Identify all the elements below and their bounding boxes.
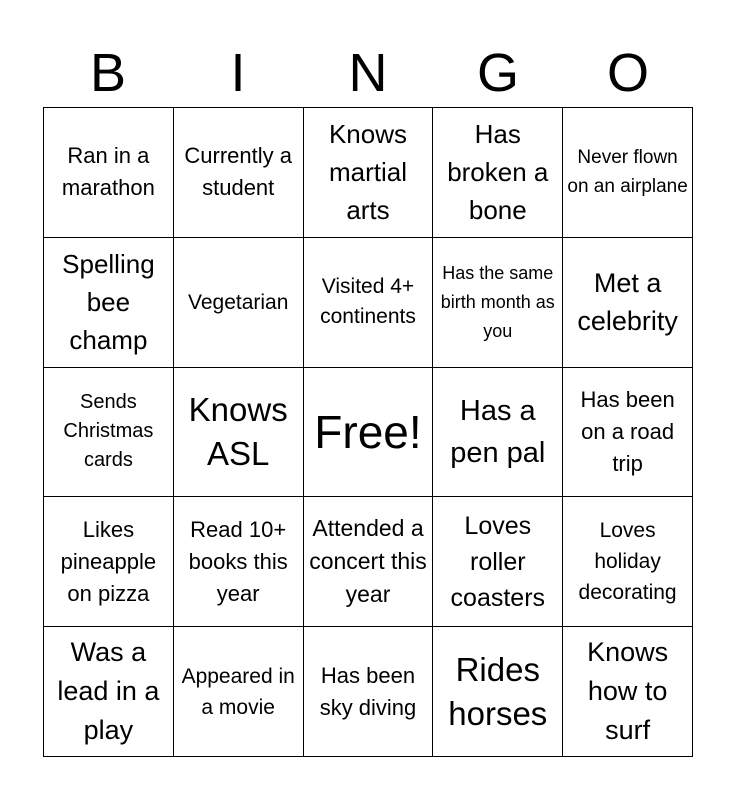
bingo-cell xyxy=(44,238,174,368)
cell-text: Rides horses xyxy=(448,650,548,732)
cell-text: Never flown on an airplane xyxy=(567,147,688,198)
bingo-cell xyxy=(174,627,304,757)
header-letter-n: N xyxy=(348,43,388,103)
cell-text: Vegetarian xyxy=(187,290,289,314)
bingo-cell xyxy=(44,108,174,238)
cell-text: Has broken a bone xyxy=(447,119,549,226)
bingo-cell xyxy=(433,497,563,627)
cell-text: Loves roller coasters xyxy=(450,511,546,612)
cell-text: Sends Christmas cards xyxy=(63,391,154,472)
cell-text: Loves holiday decorating xyxy=(578,519,677,605)
bingo-cell xyxy=(563,108,693,238)
bingo-cell xyxy=(304,497,434,627)
header-letter-i: I xyxy=(230,43,246,103)
cell-text: Visited 4+ continents xyxy=(320,275,416,329)
cell-text: Ran in a marathon xyxy=(61,143,155,201)
cell-text: Has a pen pal xyxy=(450,394,546,469)
cell-text: Appeared in a movie xyxy=(181,664,295,719)
bingo-cell xyxy=(304,238,434,368)
bingo-cell xyxy=(174,368,304,498)
bingo-cell xyxy=(174,497,304,627)
bingo-header xyxy=(43,38,693,108)
header-letter-o: O xyxy=(606,43,649,103)
cell-text: Currently a student xyxy=(184,143,292,201)
bingo-cell xyxy=(44,497,174,627)
cell-text: Knows ASL xyxy=(188,390,288,472)
bingo-cell xyxy=(433,108,563,238)
cell-text: Has been on a road trip xyxy=(580,386,675,476)
cell-text: Likes pineapple on pizza xyxy=(60,516,157,606)
bingo-cell xyxy=(563,238,693,368)
bingo-cell xyxy=(433,238,563,368)
header-letter-g: G xyxy=(476,43,519,103)
bingo-cell xyxy=(433,627,563,757)
bingo-cell xyxy=(563,627,693,757)
cell-text: Was a lead in a play xyxy=(57,637,160,746)
bingo-cell xyxy=(304,108,434,238)
cell-text: Spelling bee champ xyxy=(62,249,155,356)
bingo-grid xyxy=(43,107,693,757)
bingo-cell xyxy=(563,497,693,627)
bingo-cell xyxy=(304,368,434,498)
free-space: Free! xyxy=(314,405,422,458)
cell-text: Attended a concert this year xyxy=(309,515,427,608)
bingo-cell xyxy=(174,238,304,368)
cell-text: Has the same birth month as you xyxy=(440,262,555,341)
header-letter-b: B xyxy=(89,43,127,103)
cell-text: Read 10+ books this year xyxy=(188,516,288,606)
bingo-cell xyxy=(563,368,693,498)
cell-text: Knows martial arts xyxy=(328,119,408,226)
bingo-cell xyxy=(304,627,434,757)
bingo-cell xyxy=(174,108,304,238)
cell-text: Met a celebrity xyxy=(577,268,678,337)
bingo-cell xyxy=(433,368,563,498)
cell-text: Has been sky diving xyxy=(319,662,417,720)
bingo-cell xyxy=(44,368,174,498)
bingo-cell xyxy=(44,627,174,757)
cell-text: Knows how to surf xyxy=(587,637,669,746)
